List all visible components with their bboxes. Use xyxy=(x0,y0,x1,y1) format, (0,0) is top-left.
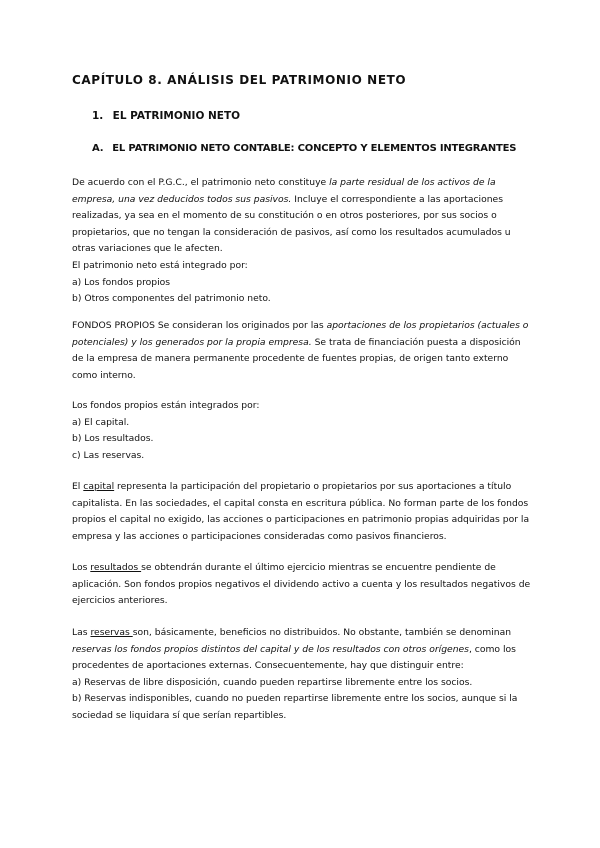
section-heading xyxy=(92,110,240,122)
chapter-title: CAPÍTULO 8. ANÁLISIS DEL PATRIMONIO NETO xyxy=(72,73,407,87)
component-c: c) Las reservas. xyxy=(72,449,145,461)
intro-definition: la parte residual de los activos de la empresa, una vez deducidos todos sus pasivos. xyxy=(72,177,496,205)
component-a: a) El capital. xyxy=(72,416,130,428)
reservas-item-a: a) Reservas de libre disposición, cuando pueden repartirse libremente entre los socios. xyxy=(72,676,473,688)
reservas-text-3: , como los procedentes de aportaciones externas. Consecuentemente, hay que distinguir entre: xyxy=(72,643,516,672)
section-title: EL PATRIMONIO NETO xyxy=(112,110,241,122)
component-b: b) Los resultados. xyxy=(72,433,154,445)
intro-block xyxy=(72,175,534,308)
capital-block xyxy=(72,479,534,545)
integrated-by: El patrimonio neto está integrado por: xyxy=(72,259,248,271)
intro-item-b: b) Otros componentes del patrimonio neto. xyxy=(72,293,271,305)
intro-item-a: a) Los fondos propios xyxy=(72,276,171,288)
reservas-block xyxy=(72,625,534,725)
section-number: 1. xyxy=(92,110,104,122)
components-intro: Los fondos propios están integrados por: xyxy=(72,400,260,411)
fondos-block xyxy=(72,318,534,384)
intro-text-3: Incluye el correspondiente a las aportaciones realizadas, ya sea en el momento de su constitución o en otros posteriores, por sus socios o propietarios, que no tengan la consideración de pasivos, así como los resultados acumulados u otras variaciones que le afecten. xyxy=(72,193,511,255)
reservas-pre: Las xyxy=(72,627,91,638)
capital-pre: El xyxy=(72,481,84,492)
components-block xyxy=(72,398,534,464)
resultados-text: se obtendrán durante el último ejercicio mientras se encuentre pendiente de aplicación. Son fondos propios negativos el dividendo activo a cuenta y los resultados negativos de ejercicios anteriores. xyxy=(72,562,531,607)
fondos-label: FONDOS PROPIOS xyxy=(72,320,155,331)
subsection-title: EL PATRIMONIO NETO CONTABLE: CONCEPTO Y ELEMENTOS INTEGRANTES xyxy=(112,143,517,154)
resultados-pre: Los xyxy=(72,562,91,573)
fondos-definition: aportaciones de los propietarios (actuales o potenciales) y los generados por la propia empresa. xyxy=(72,320,529,348)
subsection-heading xyxy=(92,143,516,154)
fondos-text-1: Se consideran los originados por las xyxy=(154,320,327,331)
resultados-paragraph xyxy=(72,560,534,610)
capital-text: representa la participación del propietario o propietarios por sus aportaciones a título capitalista. En las sociedades, el capital consta en escritura pública. No forman parte de los fondos propios el capital no exigido, las acciones o participaciones en patrimonio propias adquiridas por la empresa y las acciones o participaciones consideradas como pasivos financieros. xyxy=(72,481,530,542)
intro-text-1: De acuerdo con el P.G.C., el patrimonio neto constituye xyxy=(72,177,330,188)
reservas-definition: reservas los fondos propios distintos del capital y de los resultados con otros orígenes xyxy=(72,643,469,655)
capital-paragraph xyxy=(72,479,534,545)
capital-term: capital xyxy=(83,481,115,492)
fondos-paragraph xyxy=(72,318,534,384)
fondos-text-3: Se trata de financiación puesta a disposición de la empresa de manera permanente procedente de fuentes propias, de origen tanto externo como interno. xyxy=(72,336,521,381)
reservas-term: reservas xyxy=(90,627,133,638)
subsection-letter: A. xyxy=(92,143,104,154)
intro-paragraph xyxy=(72,175,534,258)
reservas-paragraph xyxy=(72,625,534,675)
resultados-term: resultados xyxy=(90,562,142,573)
reservas-item-b: b) Reservas indisponibles, cuando no pueden repartirse libremente entre los socios, aunque si la sociedad se liquidara sí que serían repartibles. xyxy=(72,693,518,721)
reservas-text-1: son, básicamente, beneficios no distribuidos. No obstante, también se denominan xyxy=(132,627,512,638)
resultados-block xyxy=(72,560,534,610)
